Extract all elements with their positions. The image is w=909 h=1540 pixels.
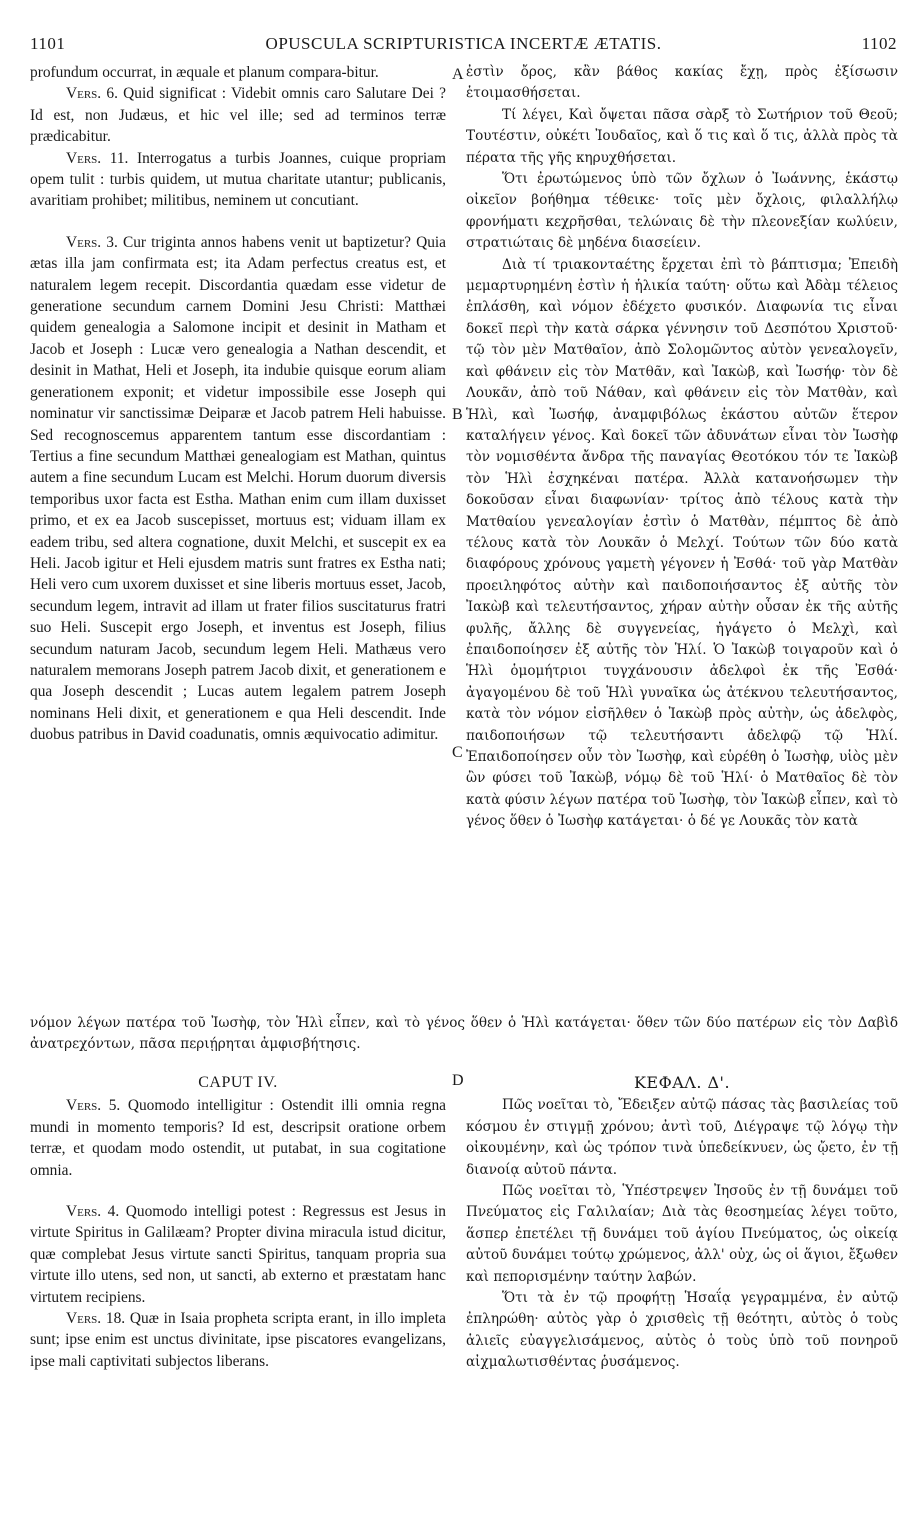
verse-label: Vers. 11. [66, 149, 129, 167]
latin-paragraph [30, 1095, 446, 1181]
greek-column-bottom [466, 1070, 898, 1374]
greek-paragraph: Διὰ τί τριακονταέτης ἔρχεται ἐπὶ τὸ βάπτισμα; Ἐπειδὴ μεμαρτυρημένη ἐστὶν ἡ ἡλικία ταύτη· οὕτω καὶ Ἀδὰμ τέλειος ἐπλάσθη, καὶ νόμον ἐδέχετο φυσικόν. Διαφωνία τις εἶναι δοκεῖ περὶ τὴν κατὰ σάρκα γέννησιν τοῦ Δεσπότου Χριστοῦ· τῷ τὸν μὲν Ματθαῖον, ἀπὸ Σολομῶντος αὐτὸν γενεαλογεῖν, καὶ φθάνειν εἰς τὸν Ματθᾶν, καὶ Ἰακὼβ, καὶ Ἰωσήφ· τὸν δὲ Λουκᾶν, ἀπὸ τοῦ Νάθαν, καὶ φθάνειν εἰς τὸν Ματθὰν, καὶ Ἡλὶ, καὶ Ἰωσήφ, ἀναμφιβόλως ἑκάστου αὐτῶν ἕτερον καταλήγειν γένος. Καὶ δοκεῖ τῶν ἀδυνάτων εἶναι τὸν Ἰωσὴφ τὸν νομισθέντα ἄνδρα τῆς παναγίας Θεοτόκου τόν τε Ἰακὼβ τὸν Ἡλὶ ἐσχηκέναι πατέρα. Ἀλλὰ κατανοήσωμεν τὴν δοκοῦσαν εἶναι διαφωνίαν· τρίτος ἀπὸ τέλους κατὰ τὴν Ματθαίου γενεαλογίαν ἐστὶν ὁ Ματθὰν, πέμπτος δὲ ἀπὸ τέλους κατὰ τὸν Λουκᾶν ὁ Μελχί. Τούτων τῶν δύο κατὰ διαφόρους χρόνους γαμετὴ γέγονεν ἡ Ἐσθά· τοῦ γὰρ Ματθὰν προειληφότος αὐτὴν καὶ παιδοποιήσαντος ἐξ αὐτῆς τὸν Ἰακὼβ καὶ τελευτήσαντος, χήραν αὐτὴν οὖσαν ἐκ τῆς αὐτῆς φυλῆς, ἄλλης δὲ συγγενείας, ἠγάγετο ὁ Μελχὶ, καὶ ἐπαιδοποίησεν ἐξ αὐτῆς τὸν Ἡλί. Ὁ Ἰακὼβ τοιγαροῦν καὶ ὁ Ἡλὶ ὁμομήτριοι τυγχάνουσιν ἀδελφοὶ ἐκ τῆς Ἐσθά· ἀγαγομένου δὲ τοῦ Ἡλὶ γυναῖκα ὡς ἀτέκνου τελευτήσαντος, κατὰ τὸν νόμον εἰσῆλθεν ὁ Ἰακὼβ πρὸς αὐτὴν, ὡς ἀδελφὸς, παιδοποιήσων τῷ τελευτήσαντι ἀδελφῷ τῷ Ἡλί. Ἐπαιδοποίησεν οὖν τὸν Ἰωσὴφ, καὶ εὑρέθη ὁ Ἰωσὴφ, υἱὸς μὲν ὢν φύσει τοῦ Ἰακὼβ, νόμῳ δὲ τοῦ Ἡλί· ὁ Ματθαῖος δὲ τὸν κατὰ φύσιν λέγων πατέρα τοῦ Ἰωσὴφ, τὸν Ἰακὼβ εἶπεν, καὶ τὸ γένος ὅθεν ὁ Ἰωσὴφ κατάγεται· ὁ δέ γε Λουκᾶς τὸν κατὰ [466, 256, 898, 830]
greek-paragraph: Πῶς νοεῖται τὸ, Ὑπέστρεψεν Ἰησοῦς ἐν τῇ δυνάμει τοῦ Πνεύματος εἰς Γαλιλαίαν; Διὰ τὰς θεοσημείας λέγει τοῦτο, ἅσπερ ἐπετέλει τῇ δυνάμει τοῦ ἁγίου Πνεύματος, ὡς οἰκείᾳ αὐτοῦ δυνάμει τούτῳ χρώμενος, ἀλλ' οὐχ, ὡς οἱ ἅγιοι, ἔξωθεν καὶ πεπορισμένην ταύτην λαβών. [466, 1183, 898, 1285]
latin-paragraph [30, 83, 446, 147]
verse-label: Vers. 4. [66, 1203, 120, 1221]
latin-text: Quomodo intelligi potest : Regressus est Jesus in virtute Spiritus in Galilæam? Propter divina miracula istud dicitur, quæ complebat Jesus virtute sancti Spiritus, tanquam propria sua virtute illo utens, sed non, ut sancti, ab externo et præstatam hanc virtutem recipiens. [30, 1203, 446, 1306]
latin-column-top [30, 62, 446, 746]
greek-paragraph: ἐστὶν ὄρος, κἂν βάθος κακίας ἔχῃ, πρὸς ἐξίσωσιν ἑτοιμασθήσεται. [466, 64, 898, 102]
greek-paragraph: Πῶς νοεῖται τὸ, Ἔδειξεν αὐτῷ πάσας τὰς βασιλείας τοῦ κόσμου ἐν στιγμῇ χρόνου; ἀντὶ τοῦ, Διέγραψε τῷ λόγῳ τὴν οἰκουμένην, καὶ ὡς τρόπον τινὰ ὑπεδείκνυεν, ὡς ᾤετο, ἐν τῇ διανοίᾳ αὐτοῦ πάντα. [466, 1097, 898, 1178]
greek-paragraph: Ὅτι τὰ ἐν τῷ προφήτῃ Ἡσαΐᾳ γεγραμμένα, ἐν αὐτῷ ἐπληρώθη· αὐτὸς γὰρ ὁ χρισθεὶς τῇ θεότητι, αὐτὸς ὁ τοὺς ἁλιεῖς εὐαγγελισάμενος, αὐτὸς ὁ τοὺς ὑπὸ τοῦ πονηροῦ αἰχμαλωτισθέντας ῥυσάμενος. [466, 1290, 898, 1371]
greek-spanning-line: νόμον λέγων πατέρα τοῦ Ἰωσὴφ, τὸν Ἡλὶ εἶπεν, καὶ τὸ γένος ὅθεν ὁ Ἡλὶ κατάγεται· ὅθεν τῶν δύο πατέρων εἰς τὸν Δαβὶδ ἀνατρεχόντων, πᾶσα περιῄρηται ἀμφισβήτησις. [30, 1015, 898, 1053]
latin-text: Cur triginta annos habens venit ut baptizetur? Quia ætas illa jam confirmata est; ita Adam perfectus creatus est, et naturalem legem recepit. Discordantia quædam esse videtur de generatione secundum carnem Domini Jesu Christi: Matthæi quidem genealogia a Salomone incipit et desinit in Matham et Jacob et Joseph : Lucæ vero genealogia a Nathan descendit, et desinit in Mathat, Heli et Joseph, ita indubie quisque eorum aliam generationem exponit; et videtur impossibile esse Joseph qui nominatur vir sanctissimæ Deiparæ et Jacob patrem Heli habuisse. Sed recognoscemus apparentem tantum esse discordantiam : Tertius a fine secundum Matthæi genealogiam est Mathan, quintus autem a fine secundum Lucam est Melchi. Horum duorum diversis temporibus uxor facta est Estha. Mathan enim cum illam duxisset primo, et ex ea Jacob suscepisset, mortuus est; viduam illam ex eadem tribu, sed altera cognatione, duxit Melchi, et suscepit ex ea Heli. Jacob igitur et Heli ejusdem matris sunt fratres ex Estha nati; Heli vero cum uxorem duxisset et sine liberis mortuus esset, Jacob, secundum legem, intravit ad illam ut frater filios suscitaturus fratri suo Heli. Suscepit ergo Joseph, et inventus est Joseph, filius secundum naturam Jacob, secundum legem Heli. Mathæus vero naturalem memorans Joseph patrem Jacob dixit, et generationem e qua Joseph descendit ; Lucas autem legalem patrem Joseph nominans Heli dixit, et generationem e qua Heli descendit. Inde duobus patribus in David coadunatis, omnis æquivocatio adimitur. [30, 233, 446, 744]
page-number-left: 1101 [30, 34, 66, 53]
greek-paragraph: Ὅτι ἐρωτώμενος ὑπὸ τῶν ὄχλων ὁ Ἰωάννης, ἑκάστῳ οἰκεῖον βοήθημα τέθεικε· τοῖς μὲν ὄχλοις, φιλαλλήλῳ φρονήματι κεχρῆσθαι, τελώναις δὲ τὴν πλεονεξίαν κωλύειν, στρατιώταις δὲ μηδένα διασείειν. [466, 171, 898, 252]
margin-letter-b: B [452, 406, 463, 423]
page-header [30, 34, 897, 60]
page-number-right: 1102 [861, 34, 897, 53]
greek-paragraph: Τί λέγει, Καὶ ὄψεται πᾶσα σὰρξ τὸ Σωτήριον τοῦ Θεοῦ; Τουτέστιν, οὐκέτι Ἰουδαῖος, καὶ ὅ τις καὶ ὅ τις, ἀλλὰ πρὸς τὰ πέρατα τῆς γῆς κηρυχθήσεται. [466, 106, 898, 166]
chapter-heading-greek: ΚΕΦΑΛ. Δ'. [633, 1073, 731, 1092]
latin-text: Quid significat : Videbit omnis caro Salutare Dei ? Id est, non Judæus, et hic vel ille; sed ad terminos terræ prædicabitur. [30, 85, 446, 146]
chapter-heading-latin: CAPUT IV. [198, 1074, 278, 1091]
latin-paragraph: profundum occurrat, in æquale et planum compara-bitur. [30, 64, 379, 81]
margin-letter-a: A [452, 66, 464, 83]
verse-label: Vers. 3. [66, 233, 118, 251]
verse-label: Vers. 5. [66, 1097, 121, 1115]
latin-paragraph [30, 1201, 446, 1308]
latin-paragraph [30, 1308, 446, 1372]
latin-paragraph [30, 232, 446, 746]
verse-label: Vers. 6. [66, 85, 118, 103]
latin-text: Interrogatus a turbis Joannes, cuique propriam opem tulit : turbis quidem, ut mutua charitate utantur; publicanis, avaritiam prohibet; militibus, neminem ut concutiant. [30, 149, 446, 210]
margin-letter-d: D [452, 1072, 464, 1089]
greek-column-top [466, 62, 898, 833]
latin-text: Quæ in Isaia propheta scripta erant, in illo impleta sunt; ipse enim est unctus divinitate, ipse piscatores evangelizans, ipse mali captivitati subjectos liberans. [30, 1310, 446, 1370]
verse-label: Vers. 18. [66, 1310, 126, 1328]
running-title: OPUSCULA SCRIPTURISTICA INCERTÆ ÆTATIS. [265, 34, 662, 53]
latin-paragraph [30, 148, 446, 212]
margin-letter-c: C [452, 744, 463, 761]
latin-text: Quomodo intelligitur : Ostendit illi omnia regna mundi in momento temporis? Id est, descripsit oratione orbem terræ, et quodam modo ostendit, ut putabat, in sua cogitatione omnia. [30, 1097, 446, 1179]
latin-column-bottom [30, 1070, 446, 1372]
